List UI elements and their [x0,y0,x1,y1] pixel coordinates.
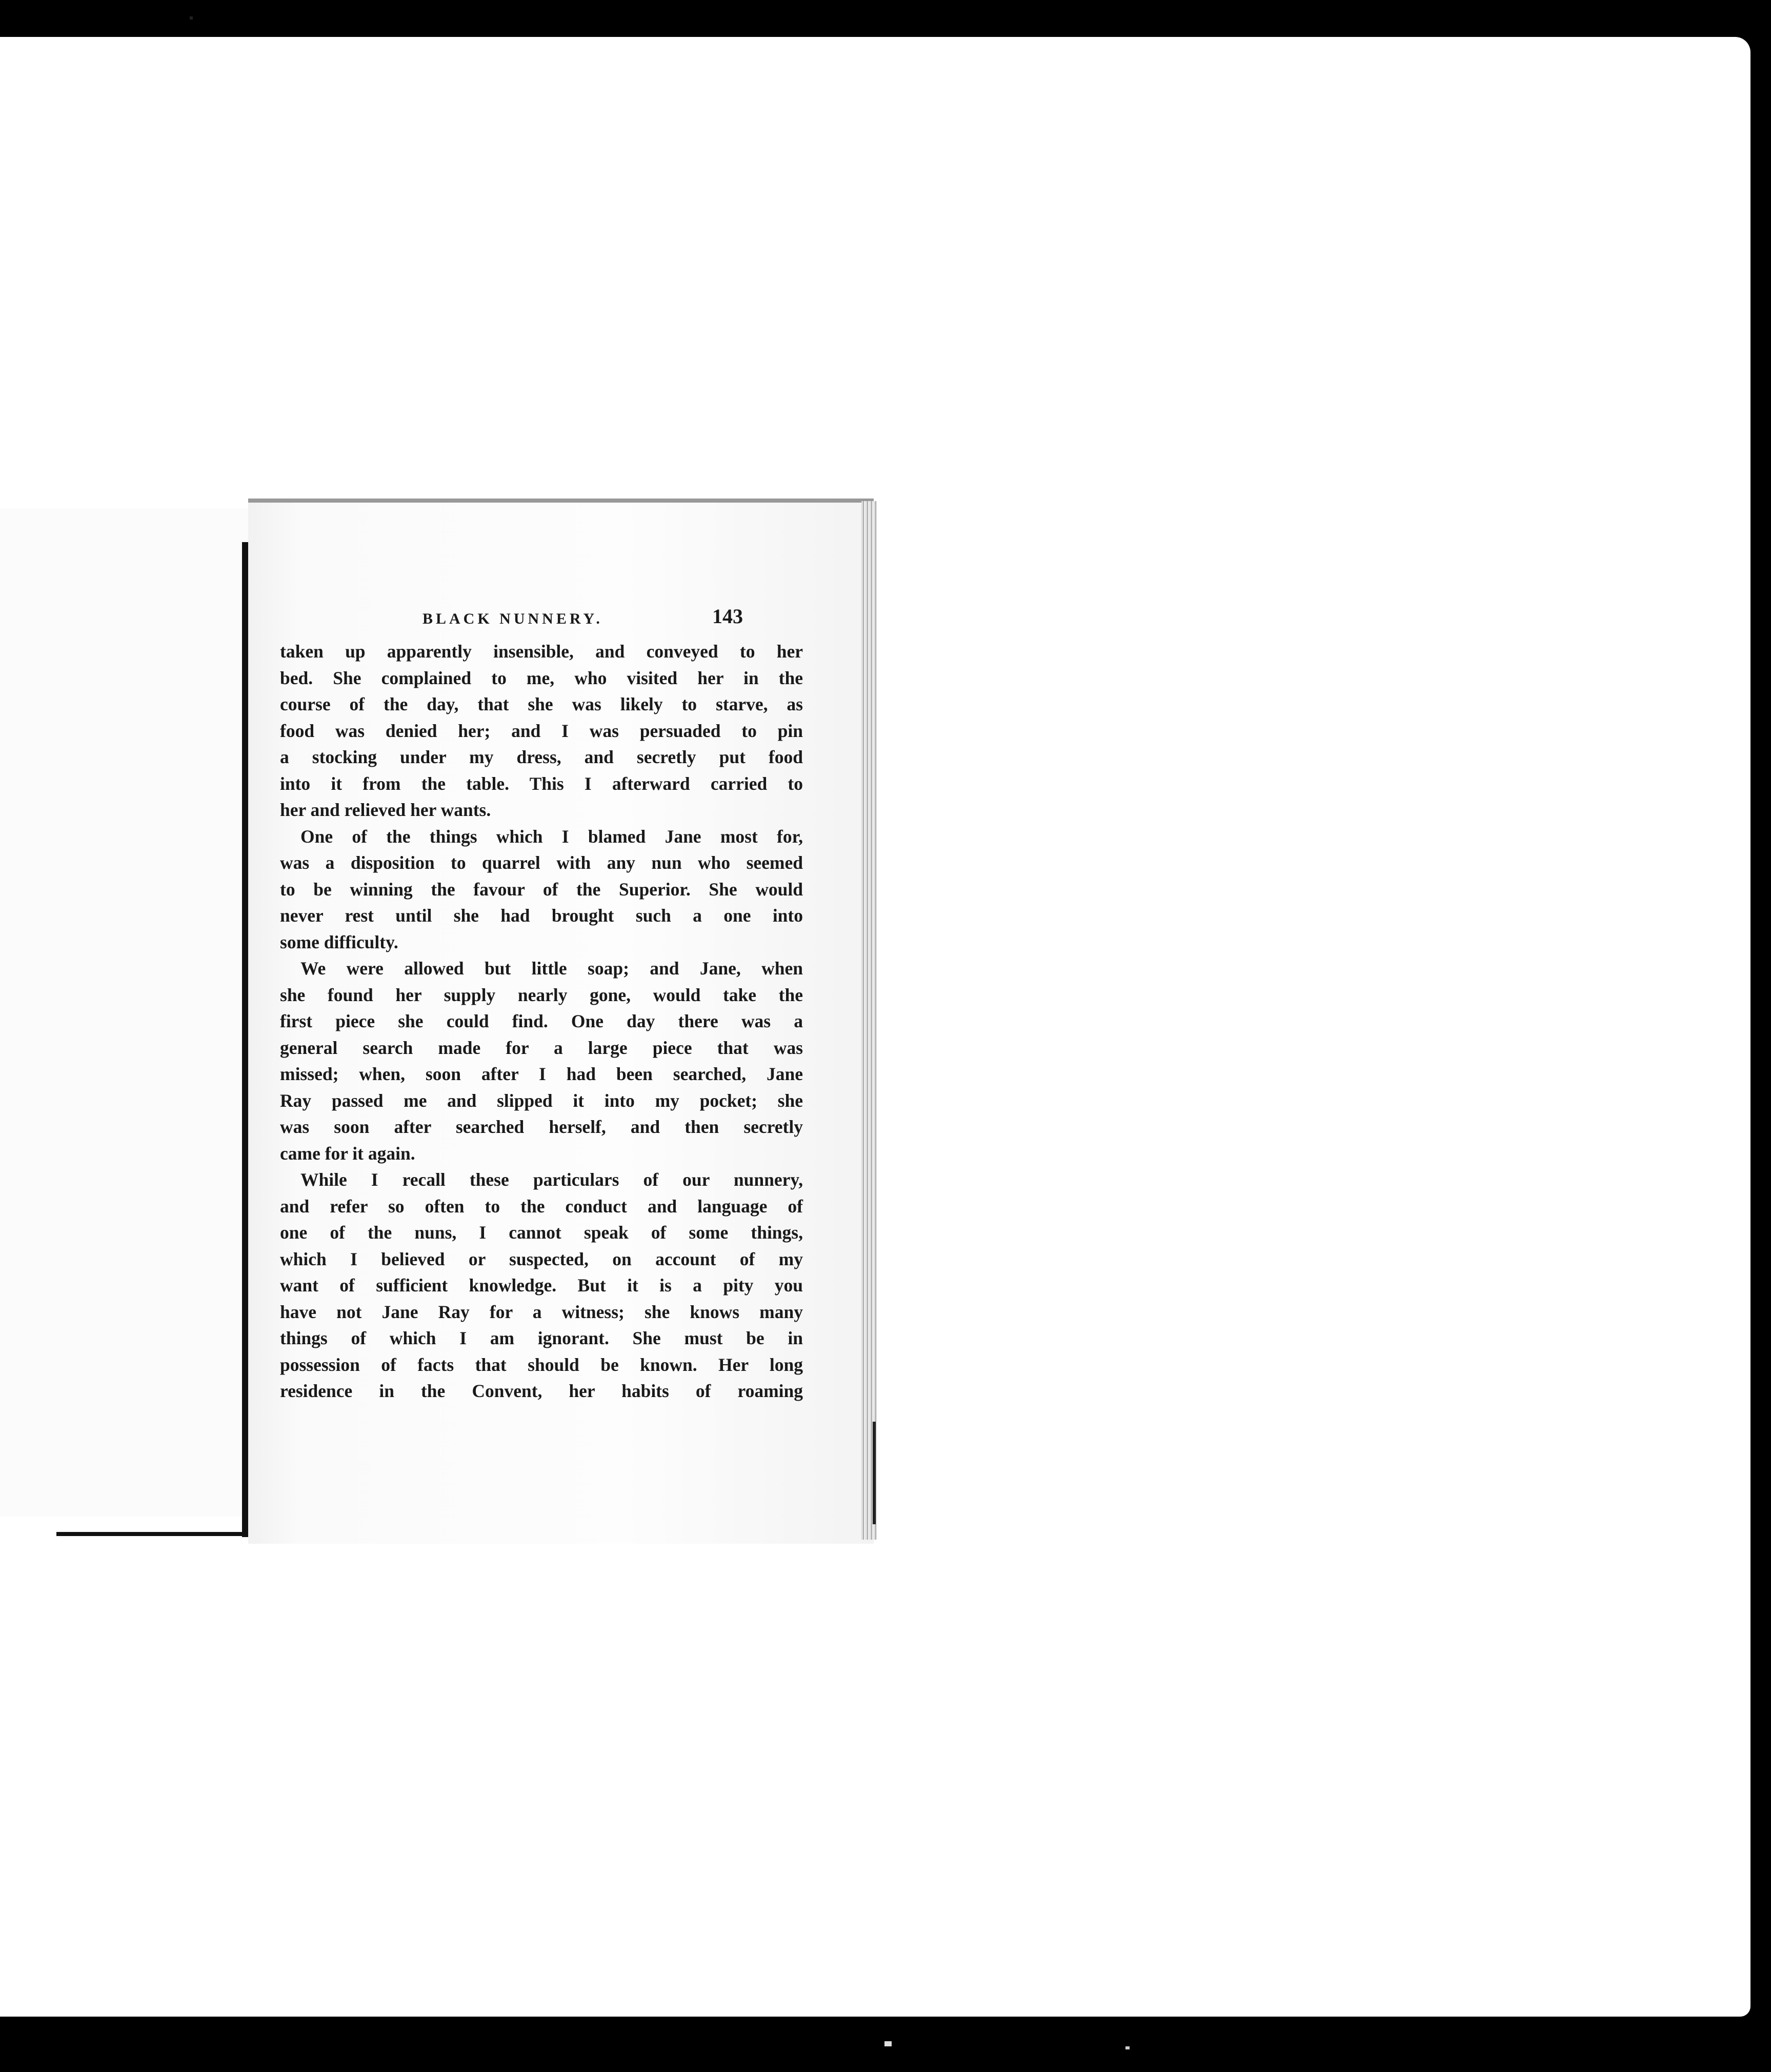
scanned-sheet [0,37,1750,2017]
text-line: missed; when, soon after I had been searched, Jane [280,1064,803,1084]
running-head: BLACK NUNNERY. [422,610,603,627]
text-line: possession of facts that should be known. Her long [280,1354,803,1375]
text-line: a stocking under my dress, and secretly put food [280,747,803,767]
text-line: things of which I am ignorant. She must be in [280,1328,803,1348]
text-line: Ray passed me and slipped it into my pocket; she [280,1090,803,1111]
page-stack-shadow [873,1422,876,1524]
text-line: first piece she could find. One day there was a [280,1011,803,1031]
text-line: some difficulty. [280,931,398,952]
text-line: her and relieved her wants. [280,800,491,820]
text-line: While I recall these particulars of our nunnery, [300,1169,803,1190]
text-line: was a disposition to quarrel with any nun who seemed [280,852,803,873]
page-tab-edge [0,509,251,521]
text-line: she found her supply nearly gone, would take the [280,984,803,1005]
text-line: taken up apparently insensible, and conveyed to her [280,641,803,662]
page-number: 143 [712,605,743,628]
text-line: was soon after searched herself, and then secretly [280,1117,803,1137]
text-line: We were allowed but little soap; and Jane, when [300,958,803,979]
scan-speck [190,16,193,19]
book-gutter [242,542,248,1537]
text-line: residence in the Convent, her habits of roaming [280,1381,803,1401]
text-line: have not Jane Ray for a witness; she knows many [280,1301,803,1322]
right-page [248,499,874,1544]
text-line: want of sufficient knowledge. But it is a pity you [280,1275,803,1296]
text-line: course of the day, that she was likely to starve, as [280,694,803,714]
text-line: food was denied her; and I was persuaded to pin [280,720,803,741]
page-body [280,639,803,1405]
text-line: came for it again. [280,1143,415,1164]
text-line: to be winning the favour of the Superior. She would [280,879,803,900]
left-page [0,509,251,1517]
text-line: never rest until she had brought such a one into [280,905,803,926]
page-stack-edge [861,501,877,1540]
text-line: general search made for a large piece that was [280,1037,803,1058]
text-line: One of the things which I blamed Jane most for, [300,826,803,847]
text-line: bed. She complained to me, who visited her in the [280,667,803,688]
text-line: which I believed or suspected, on account of my [280,1248,803,1269]
text-line: one of the nuns, I cannot speak of some things, [280,1222,803,1243]
scan-speck [884,2041,892,2046]
text-line: into it from the table. This I afterward carried to [280,773,803,794]
text-line: and refer so often to the conduct and language of [280,1196,803,1217]
scan-speck [1125,2046,1130,2049]
